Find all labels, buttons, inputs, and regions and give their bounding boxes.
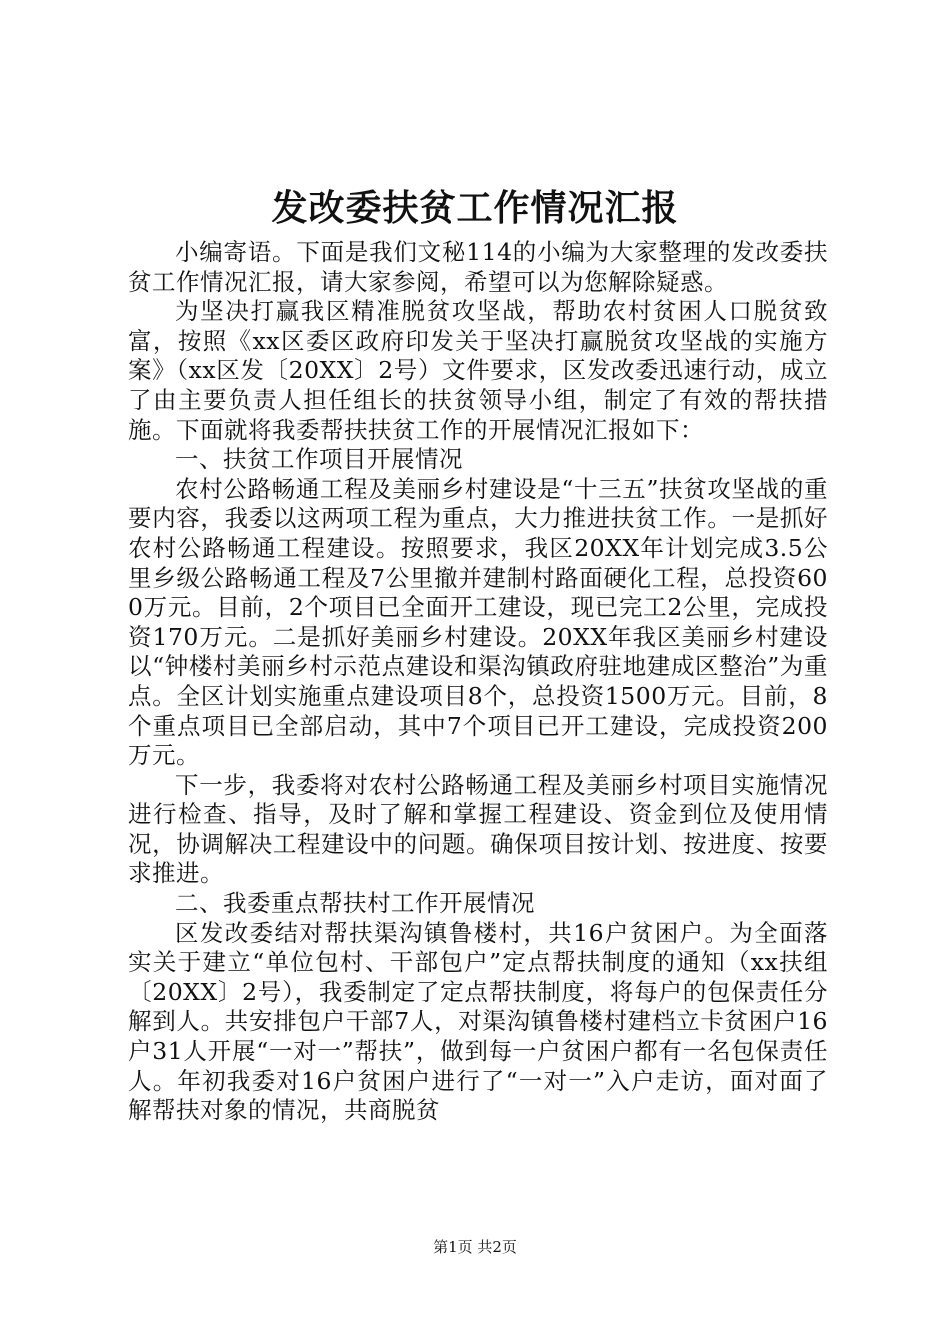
section-heading-1: 一、扶贫工作项目开展情况 [175, 445, 463, 474]
paragraph-projects: 农村公路畅通工程及美丽乡村建设是“十三五”扶贫攻坚战的重要内容，我委以这两项工程为重点，大力推进扶贫工作。一是抓好农村公路畅通工程建设。按照要求，我区20XX年计划完成3.5公里乡级公路畅通工程及7公里撤并建制村路面硬化工程，总投资600万元。目前，2个项目已全面开工建设，现已完工2公里，完成投资170万元。二是抓好美丽乡村建设。20XX年我区美丽乡村建设以“钟楼村美丽乡村示范点建设和渠沟镇政府驻地建成区整治”为重点。全区计划实施重点建设项目8个，总投资1500万元。目前，8个重点项目已全部启动，其中7个项目已开工建设，完成投资200万元。 [128, 474, 828, 770]
document-title: 发改委扶贫工作情况汇报 [271, 187, 679, 229]
paragraph-next-steps: 下一步，我委将对农村公路畅通工程及美丽乡村项目实施情况进行检查、指导，及时了解和掌握工程建设、资金到位及使用情况，协调解决工程建设中的问题。确保项目按计划、按进度、按要求推进。 [128, 770, 828, 888]
section-heading-2: 二、我委重点帮扶村工作开展情况 [175, 889, 535, 918]
paragraph-village-support: 区发改委结对帮扶渠沟镇鲁楼村，共16户贫困户。为全面落实关于建立“单位包村、干部包户”定点帮扶制度的通知（xx扶组〔20XX〕2号），我委制定了定点帮扶制度，将每户的包保责任分解到人。共安排包户干部7人，对渠沟镇鲁楼村建档立卡贫困户16户31人开展“一对一”帮扶”，做到每一户贫困户都有一名包保责任人。年初我委对16户贫困户进行了“一对一”入户走访，面对面了解帮扶对象的情况，共商脱贫 [128, 918, 828, 1125]
document-body [128, 238, 828, 1126]
page-footer: 第1页 共2页 [433, 1238, 517, 1256]
paragraph-intro: 小编寄语。下面是我们文秘114的小编为大家整理的发改委扶贫工作情况汇报，请大家参阅，希望可以为您解除疑惑。 [128, 238, 828, 296]
paragraph-background: 为坚决打赢我区精准脱贫攻坚战，帮助农村贫困人口脱贫致富，按照《xx区委区政府印发关于坚决打赢脱贫攻坚战的实施方案》（xx区发〔20XX〕2号）文件要求，区发改委迅速行动，成立了由主要负责人担任组长的扶贫领导小组，制定了有效的帮扶措施。下面就将我委帮扶扶贫工作的开展情况汇报如下： [128, 297, 828, 444]
